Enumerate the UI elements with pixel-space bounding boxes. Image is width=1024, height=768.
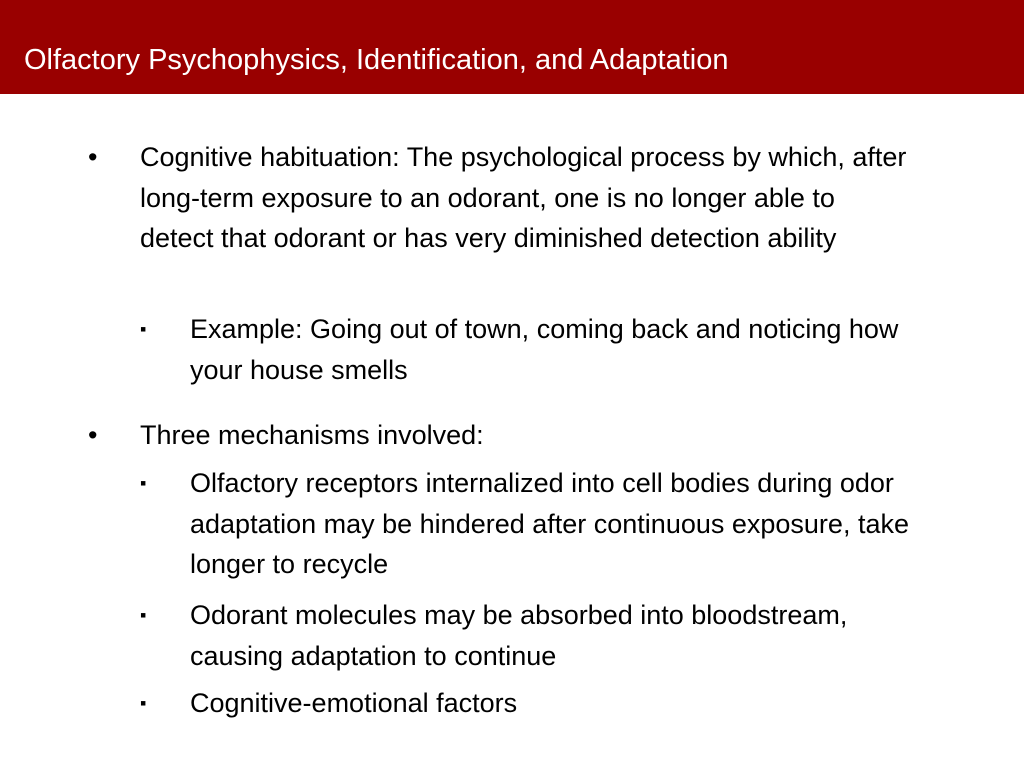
bullet-text: Three mechanisms involved: bbox=[140, 420, 484, 450]
bullet-marker: • bbox=[88, 142, 98, 172]
sub-bullet-marker: ▪ bbox=[140, 319, 147, 339]
bullet-text: Cognitive habituation: The psychological process by which, after long-term exposure to an odorant, one is no longer able to detect that odorant or has very diminished detection ability bbox=[140, 142, 907, 253]
sub-bullet-marker: ▪ bbox=[140, 473, 147, 493]
sub-bullet-text: Odorant molecules may be absorbed into bloodstream, causing adaptation to continue bbox=[190, 600, 848, 671]
sub-bullet-text: Example: Going out of town, coming back and noticing how your house smells bbox=[190, 314, 899, 385]
bullet-marker: • bbox=[88, 420, 98, 450]
slide-title: Olfactory Psychophysics, Identification, and Adaptation bbox=[24, 44, 729, 76]
sub-bullet-marker: ▪ bbox=[140, 605, 147, 625]
sub-bullet-text: Cognitive-emotional factors bbox=[190, 688, 518, 718]
sub-bullet-text: Olfactory receptors internalized into cell bodies during odor adaptation may be hindered after continuous exposure, take longer to recycle bbox=[190, 468, 909, 579]
sub-bullet-marker: ▪ bbox=[140, 693, 147, 713]
